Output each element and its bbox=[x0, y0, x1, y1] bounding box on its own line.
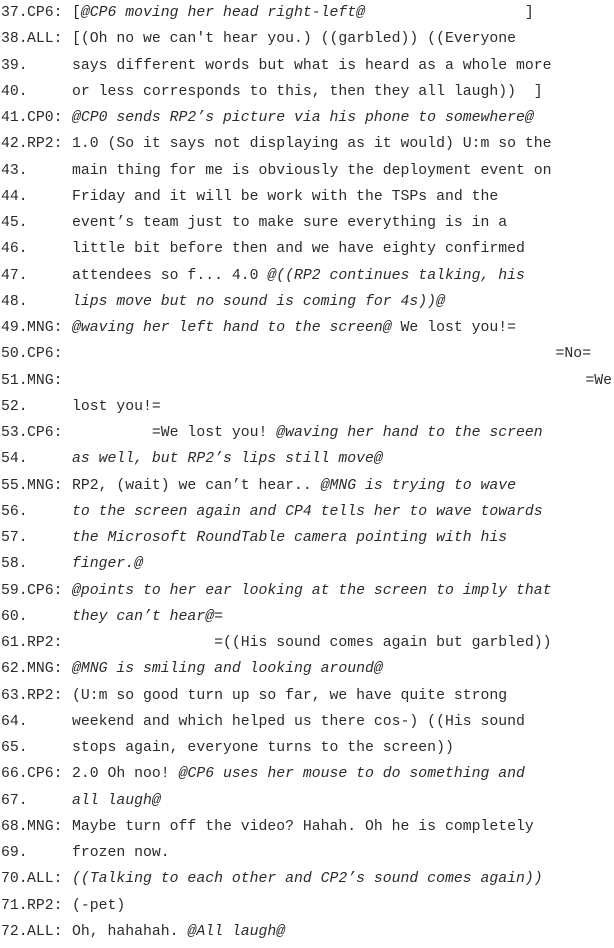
transcript-line bbox=[0, 735, 614, 761]
transcript-line bbox=[0, 788, 614, 814]
spoken-text: Maybe turn off the video? Hahah. Oh he is completely bbox=[72, 818, 534, 835]
line-number: 37. bbox=[1, 5, 28, 21]
transcript-line bbox=[0, 919, 614, 945]
utterance-text bbox=[72, 184, 498, 210]
utterance-text bbox=[72, 578, 552, 604]
line-number: 46. bbox=[1, 241, 28, 258]
utterance-text bbox=[72, 53, 552, 79]
utterance-text bbox=[72, 919, 285, 945]
line-number: 62. bbox=[1, 661, 28, 678]
transcript-line bbox=[0, 263, 614, 289]
spoken-text: stops again, everyone turns to the screen)) bbox=[72, 740, 454, 756]
nonverbal-annotation: @MNG is smiling and looking around@ bbox=[72, 661, 383, 678]
utterance-text bbox=[72, 683, 507, 709]
transcript-line bbox=[0, 368, 614, 394]
utterance-text bbox=[72, 0, 534, 26]
transcript-line bbox=[0, 866, 614, 892]
utterance-text bbox=[72, 840, 170, 866]
transcript-line bbox=[0, 420, 614, 446]
nonverbal-annotation: @CP6 moving her head right-left@ bbox=[80, 5, 366, 21]
nonverbal-annotation: @points to her ear looking at the screen to imply that bbox=[72, 582, 552, 599]
spoken-text: event’s team just to make sure everything is in a bbox=[72, 215, 508, 231]
spoken-text: (U:m so good turn up so far, we have quite strong bbox=[72, 687, 508, 704]
line-number: 48. bbox=[1, 293, 28, 310]
spoken-text: [(Oh no we can't hear you.) ((garbled)) ((Everyone bbox=[72, 31, 516, 48]
transcript-line bbox=[0, 761, 614, 787]
line-number: 40. bbox=[1, 83, 28, 100]
line-number: 44. bbox=[1, 188, 28, 205]
speaker-label: CP6: bbox=[27, 346, 63, 363]
utterance-text bbox=[72, 210, 507, 236]
spoken-text: We lost you!= bbox=[391, 320, 516, 336]
line-number: 42. bbox=[1, 136, 28, 153]
speaker-label: MNG: bbox=[27, 372, 63, 389]
utterance-text bbox=[72, 604, 223, 630]
spoken-text: frozen now. bbox=[72, 845, 170, 861]
line-number: 60. bbox=[1, 608, 28, 625]
line-number: 65. bbox=[1, 740, 28, 756]
line-number: 51. bbox=[1, 372, 28, 389]
utterance-text bbox=[72, 263, 525, 289]
line-number: 61. bbox=[1, 635, 28, 651]
line-number: 54. bbox=[1, 451, 28, 468]
utterance-text bbox=[72, 315, 516, 341]
line-number: 50. bbox=[1, 346, 28, 363]
line-number: 69. bbox=[1, 845, 28, 861]
transcript-line bbox=[0, 341, 614, 367]
spoken-text: weekend and which helped us there cos-) ((His sound bbox=[72, 713, 525, 730]
spoken-text: RP2, (wait) we can’t hear.. bbox=[72, 477, 321, 494]
spoken-text: [ bbox=[72, 5, 81, 21]
speaker-label: RP2: bbox=[27, 136, 63, 153]
utterance-text bbox=[72, 893, 125, 919]
spoken-text: main thing for me is obviously the deployment event on bbox=[72, 162, 552, 179]
utterance-text bbox=[72, 158, 552, 184]
transcript-line bbox=[0, 394, 614, 420]
utterance-text bbox=[72, 289, 445, 315]
transcript-line bbox=[0, 840, 614, 866]
utterance-text bbox=[72, 866, 543, 892]
line-number: 68. bbox=[1, 818, 28, 835]
speaker-label: RP2: bbox=[27, 635, 63, 651]
spoken-text: little bit before then and we have eighty confirmed bbox=[72, 241, 525, 258]
transcript-line bbox=[0, 551, 614, 577]
speaker-label: CP6: bbox=[27, 425, 63, 441]
speaker-label: RP2: bbox=[27, 687, 63, 704]
utterance-text bbox=[72, 446, 383, 472]
utterance-text bbox=[72, 236, 525, 262]
nonverbal-annotation: finger.@ bbox=[72, 556, 144, 573]
nonverbal-annotation: @((RP2 continues talking, his bbox=[267, 267, 525, 284]
utterance-text bbox=[72, 525, 507, 551]
utterance-text bbox=[72, 131, 552, 157]
line-number: 67. bbox=[1, 792, 28, 809]
utterance-text bbox=[72, 26, 516, 52]
speaker-label: ALL: bbox=[27, 923, 63, 940]
utterance-text bbox=[72, 473, 516, 499]
line-number: 49. bbox=[1, 320, 28, 336]
speaker-label: CP6: bbox=[27, 766, 63, 783]
speaker-label: CP6: bbox=[27, 5, 63, 21]
speaker-label: MNG: bbox=[27, 818, 63, 835]
spoken-text: 1.0 (So it says not displaying as it would) U:m so the bbox=[72, 136, 552, 153]
nonverbal-annotation: they can’t hear@ bbox=[72, 608, 215, 625]
nonverbal-annotation: @CP6 uses her mouse to do something and bbox=[178, 766, 525, 783]
nonverbal-annotation: @waving her left hand to the screen@ bbox=[72, 320, 392, 336]
utterance-text bbox=[72, 656, 383, 682]
spoken-text: =We bbox=[585, 372, 612, 389]
spoken-text: Oh, hahahah. bbox=[72, 923, 188, 940]
line-number: 66. bbox=[1, 766, 28, 783]
transcript-line bbox=[0, 893, 614, 919]
line-number: 53. bbox=[1, 425, 28, 441]
nonverbal-annotation: the Microsoft RoundTable camera pointing with his bbox=[72, 530, 508, 546]
transcript-line bbox=[0, 814, 614, 840]
spoken-text: 2.0 Oh noo! bbox=[72, 766, 179, 783]
speaker-label: CP6: bbox=[27, 582, 63, 599]
transcript-line bbox=[0, 158, 614, 184]
utterance-text bbox=[72, 105, 534, 131]
nonverbal-annotation: @waving her hand to the screen bbox=[276, 425, 543, 441]
speaker-label: MNG: bbox=[27, 320, 63, 336]
utterance-text bbox=[72, 814, 534, 840]
transcript-line bbox=[0, 53, 614, 79]
transcript-line bbox=[0, 656, 614, 682]
spoken-text: = bbox=[214, 608, 223, 625]
line-number: 64. bbox=[1, 713, 28, 730]
transcript-line bbox=[0, 709, 614, 735]
line-number: 56. bbox=[1, 503, 28, 520]
transcript-line bbox=[0, 236, 614, 262]
utterance-text bbox=[72, 499, 543, 525]
line-number: 47. bbox=[1, 267, 28, 284]
line-number: 43. bbox=[1, 162, 28, 179]
spoken-text: (-pet) bbox=[72, 897, 126, 914]
nonverbal-annotation: as well, but RP2’s lips still move@ bbox=[72, 451, 383, 468]
speaker-label: MNG: bbox=[27, 661, 63, 678]
speaker-label: MNG: bbox=[27, 477, 63, 494]
transcript-line bbox=[0, 131, 614, 157]
utterance-text bbox=[72, 735, 454, 761]
spoken-text: ] bbox=[365, 5, 534, 21]
nonverbal-annotation: @MNG is trying to wave bbox=[320, 477, 516, 494]
spoken-text: =We lost you! bbox=[72, 425, 277, 441]
transcript-line bbox=[0, 184, 614, 210]
utterance-text bbox=[72, 630, 552, 656]
nonverbal-annotation: @All laugh@ bbox=[187, 923, 286, 940]
line-number: 38. bbox=[1, 31, 28, 48]
line-number: 63. bbox=[1, 687, 28, 704]
transcript-line bbox=[0, 604, 614, 630]
speaker-label: RP2: bbox=[27, 897, 63, 914]
transcript-line bbox=[0, 683, 614, 709]
utterance-text bbox=[72, 709, 525, 735]
line-number: 57. bbox=[1, 530, 28, 546]
spoken-text: or less corresponds to this, then they all laugh)) ] bbox=[72, 83, 543, 100]
spoken-text: lost you!= bbox=[72, 398, 161, 415]
transcript-line bbox=[0, 0, 614, 26]
line-number: 55. bbox=[1, 477, 28, 494]
nonverbal-annotation: lips move but no sound is coming for 4s))@ bbox=[72, 293, 445, 310]
utterance-text bbox=[72, 79, 543, 105]
speaker-label: CP0: bbox=[27, 110, 63, 126]
utterance-text bbox=[72, 788, 161, 814]
transcript-line bbox=[0, 525, 614, 551]
transcript-line bbox=[0, 446, 614, 472]
line-number: 58. bbox=[1, 556, 28, 573]
spoken-text: says different words but what is heard as a whole more bbox=[72, 57, 552, 74]
utterance-text bbox=[72, 394, 161, 420]
spoken-text: attendees so f... 4.0 bbox=[72, 267, 268, 284]
line-number: 41. bbox=[1, 110, 28, 126]
transcript-line bbox=[0, 289, 614, 315]
transcript-line bbox=[0, 26, 614, 52]
speaker-label: ALL: bbox=[27, 871, 63, 888]
utterance-text bbox=[585, 368, 612, 394]
transcript-line bbox=[0, 79, 614, 105]
nonverbal-annotation: all laugh@ bbox=[72, 792, 161, 809]
transcript-line bbox=[0, 630, 614, 656]
transcript-line bbox=[0, 105, 614, 131]
line-number: 52. bbox=[1, 398, 28, 415]
nonverbal-annotation: to the screen again and CP4 tells her to wave towards bbox=[72, 503, 543, 520]
spoken-text: =((His sound comes again but garbled)) bbox=[72, 635, 552, 651]
transcript-line bbox=[0, 473, 614, 499]
line-number: 72. bbox=[1, 923, 28, 940]
utterance-text bbox=[555, 341, 591, 367]
nonverbal-annotation: ((Talking to each other and CP2’s sound comes again)) bbox=[72, 871, 543, 888]
transcript-line bbox=[0, 210, 614, 236]
utterance-text bbox=[72, 420, 543, 446]
transcript-line bbox=[0, 499, 614, 525]
transcript-line bbox=[0, 578, 614, 604]
spoken-text: Friday and it will be work with the TSPs and the bbox=[72, 188, 499, 205]
line-number: 45. bbox=[1, 215, 28, 231]
line-number: 39. bbox=[1, 57, 28, 74]
nonverbal-annotation: @CP0 sends RP2’s picture via his phone to somewhere@ bbox=[72, 110, 534, 126]
line-number: 59. bbox=[1, 582, 28, 599]
spoken-text: =No= bbox=[555, 346, 591, 363]
utterance-text bbox=[72, 761, 525, 787]
line-number: 71. bbox=[1, 897, 28, 914]
speaker-label: ALL: bbox=[27, 31, 63, 48]
line-number: 70. bbox=[1, 871, 28, 888]
utterance-text bbox=[72, 551, 143, 577]
transcript-line bbox=[0, 315, 614, 341]
